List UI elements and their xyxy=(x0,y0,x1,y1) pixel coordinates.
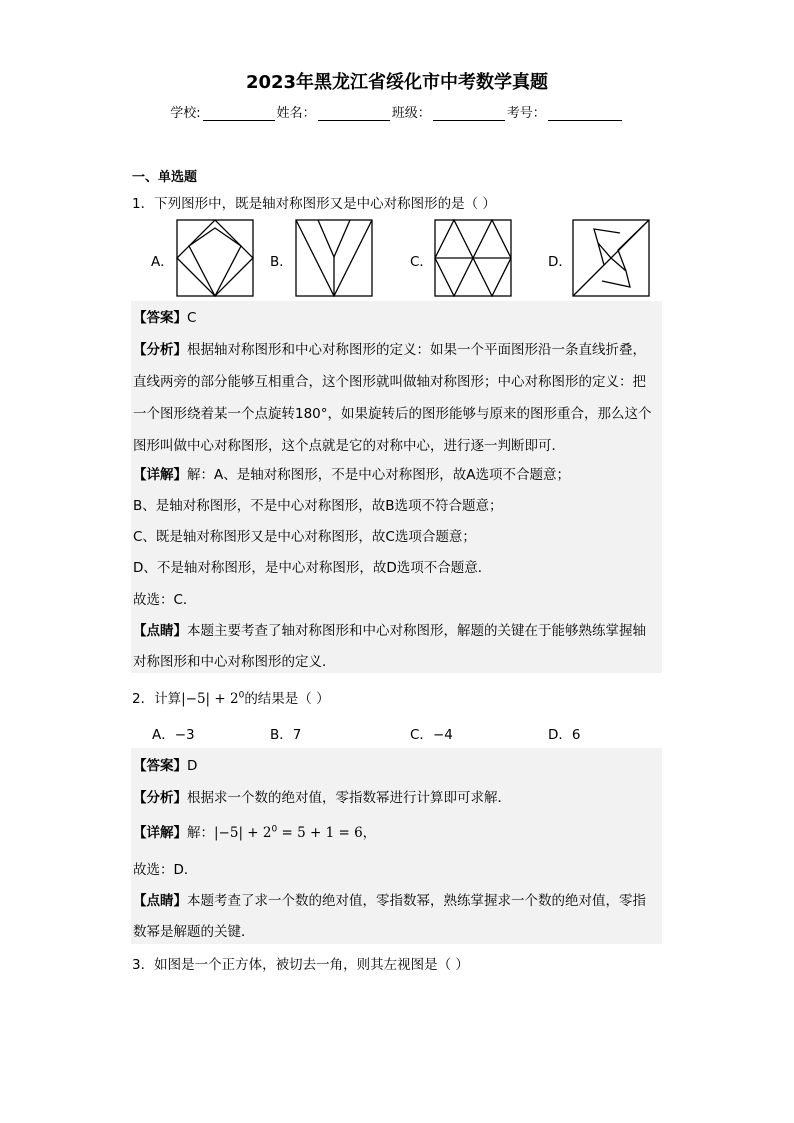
name-label: 姓名： xyxy=(276,106,316,121)
square-inscribed-diamonds-figure-icon xyxy=(176,219,254,297)
q2-solution-block xyxy=(131,748,662,944)
q1-option-a-label: A． xyxy=(151,254,174,270)
pinwheel-star-figure-icon xyxy=(572,219,650,297)
q2-option-b: B．7 xyxy=(270,727,302,743)
square-with-v-lines-figure-icon xyxy=(295,219,373,297)
page-title: 2023年黑龙江省绥化市中考数学真题 xyxy=(245,72,549,93)
q2-comment-line-1: 【点睛】本题考查了求一个数的绝对值，零指数幂，熟练掌握求一个数的绝对值，零指 xyxy=(133,893,646,909)
q2-detail-line-2: 故选：D． xyxy=(133,862,198,878)
school-blank[interactable] xyxy=(203,106,275,121)
q2-option-a: A．−3 xyxy=(152,727,195,743)
q1-detail-line-3: C、既是轴对称图形又是中心对称图形，故C选项合题意； xyxy=(133,529,476,545)
q1-detail-line-2: B、是轴对称图形，不是中心对称图形，故B选项不符合题意； xyxy=(133,498,503,514)
q2-analysis: 【分析】根据求一个数的绝对值，零指数幂进行计算即可求解． xyxy=(133,790,511,806)
class-blank[interactable] xyxy=(433,106,505,121)
q1-analysis-line-2: 直线两旁的部分能够互相重合，这个图形就叫做轴对称图形；中心对称图形的定义：把 xyxy=(133,374,646,390)
q2-option-c: C．−4 xyxy=(410,727,453,743)
q1-comment-line-1: 【点睛】本题主要考查了轴对称图形和中心对称图形，解题的关键在于能够熟练掌握轴 xyxy=(133,623,646,639)
question-1-stem: 1．下列图形中，既是轴对称图形又是中心对称图形的是（ ） xyxy=(132,196,496,212)
q1-analysis-line-3: 一个图形绕着某一个点旋转180°，如果旋转后的图形能够与原来的图形重合，那么这个 xyxy=(133,406,652,422)
q2-answer: 【答案】D xyxy=(133,758,198,774)
q1-option-b-label: B． xyxy=(270,254,293,270)
q1-analysis-line-1: 【分析】根据轴对称图形和中心对称图形的定义：如果一个平面图形沿一条直线折叠， xyxy=(133,342,646,358)
question-3-stem: 3．如图是一个正方体，被切去一角，则其左视图是（ ） xyxy=(132,957,469,973)
q1-detail-line-4: D、不是轴对称图形，是中心对称图形，故D选项不合题意． xyxy=(133,560,492,576)
q2-comment-line-2: 数幂是解题的关键． xyxy=(133,924,255,940)
question-2-stem: 2．计算$|-5| + 2^0$的结果是（ ） xyxy=(132,690,330,707)
q1-detail-line-5: 故选：C． xyxy=(133,592,197,608)
q1-comment-line-2: 对称图形和中心对称图形的定义． xyxy=(133,654,336,670)
q1-analysis-line-4: 图形叫做中心对称图形，这个点就是它的对称中心，进行逐一判断即可． xyxy=(133,438,565,454)
section-heading: 一、单选题 xyxy=(132,170,198,185)
q1-detail-line-1: 【详解】解：A、是轴对称图形，不是中心对称图形，故A选项不合题意； xyxy=(133,467,570,483)
q1-answer: 【答案】C xyxy=(133,310,197,326)
q2-detail-line-1: 【详解】解：$|-5| + 2^0 = 5 + 1 = 6$， xyxy=(133,824,377,841)
name-blank[interactable] xyxy=(318,106,390,121)
square-with-triangles-figure-icon xyxy=(434,219,512,297)
q1-option-c-label: C． xyxy=(410,254,433,270)
school-label: 学校: xyxy=(170,106,201,121)
student-info-line xyxy=(0,102,794,121)
q2-option-d: D．6 xyxy=(548,727,581,743)
class-label: 班级： xyxy=(391,106,431,121)
exam-no-label: 考号： xyxy=(506,106,546,121)
q1-option-d-label: D． xyxy=(548,254,572,270)
exam-no-blank[interactable] xyxy=(548,106,622,121)
